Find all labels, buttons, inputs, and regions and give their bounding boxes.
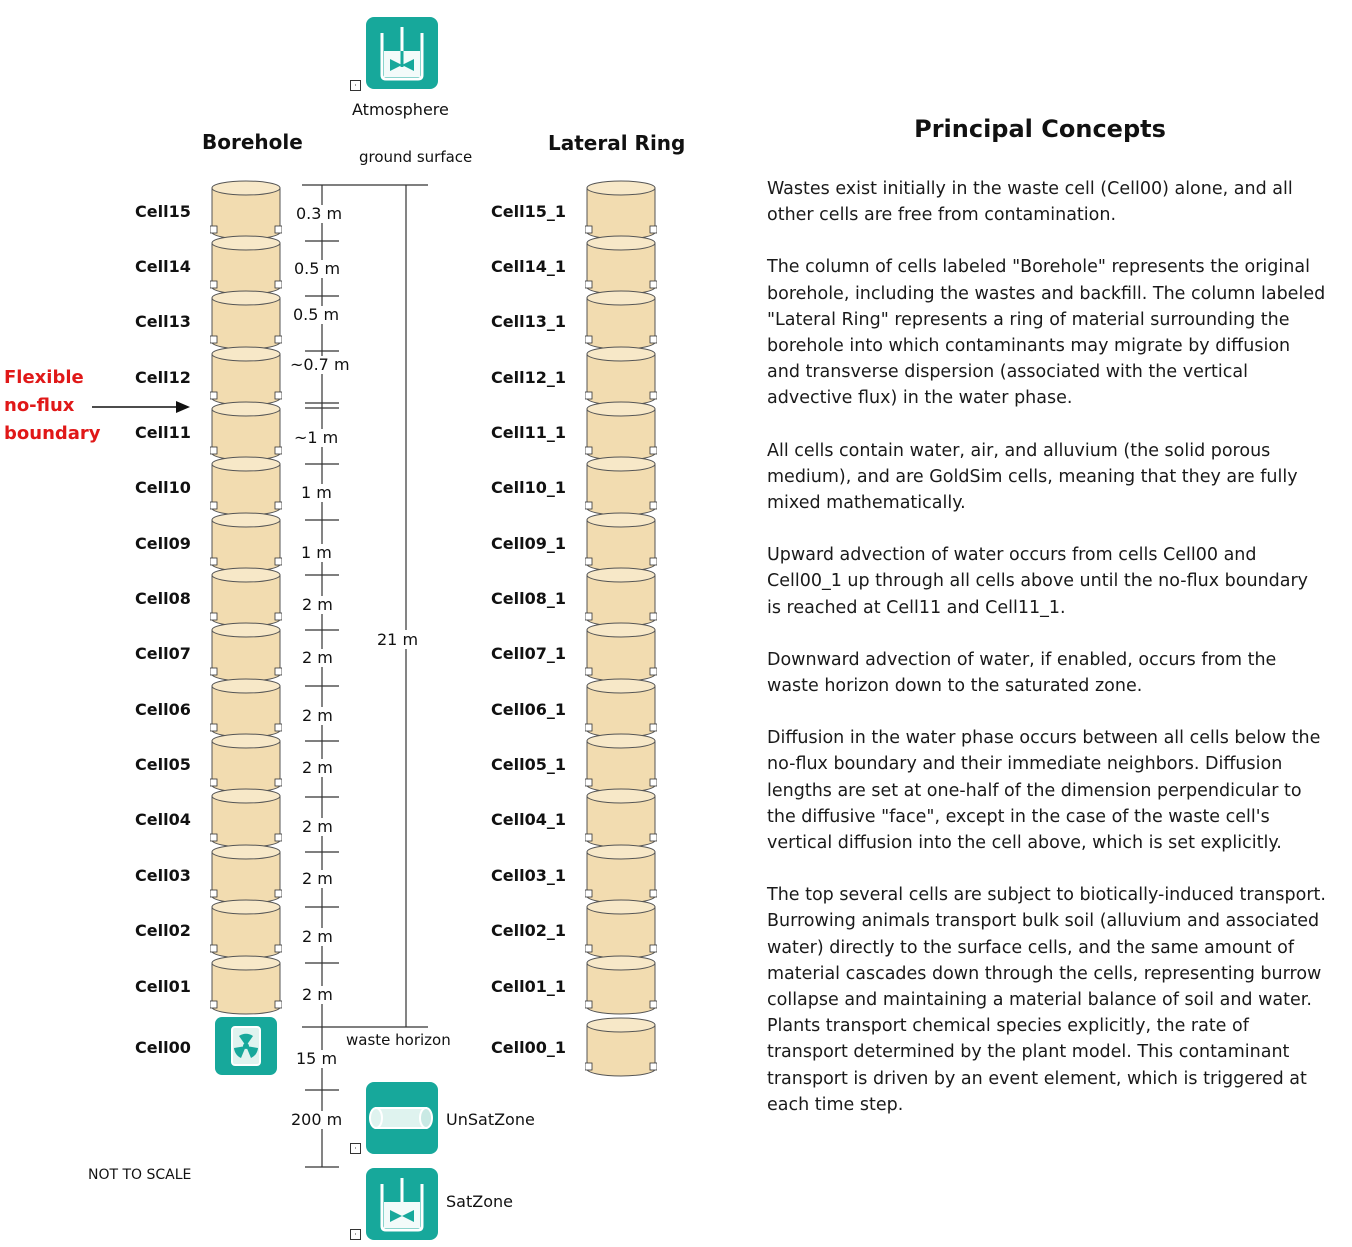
lateral-cell[interactable] (585, 567, 657, 625)
borehole-cell-label: Cell02 (135, 921, 191, 940)
lateral-cell[interactable] (585, 401, 657, 459)
thickness-label: 2 m (302, 706, 333, 725)
borehole-cell[interactable] (210, 456, 282, 514)
borehole-cell-label: Cell15 (135, 202, 191, 221)
thickness-label: 0.5 m (293, 305, 340, 324)
borehole-cell[interactable] (210, 180, 282, 238)
borehole-cell[interactable] (210, 401, 282, 459)
concept-paragraph: All cells contain water, air, and alluvium (the solid porous medium), and are GoldSim cells, meaning that they are fully mixed mathematically. (767, 440, 1298, 514)
flex-note-line1: Flexible (4, 367, 84, 388)
concept-paragraph: Diffusion in the water phase occurs between all cells below the no-flux boundary and their immediate neighbors. Diffusion lengths are set at one-half of the dimension perpendicular to the diffusive "face", except in the case of the waste cell's vertical diffusion into the cell above, which is set explicitly. (767, 728, 1321, 854)
borehole-cell[interactable] (210, 899, 282, 957)
borehole-cell[interactable] (210, 567, 282, 625)
concept-paragraph: The column of cells labeled "Borehole" represents the original borehole, including the wastes and backfill. The column labeled "Lateral Ring" represents a ring of material surrounding the borehole into which contaminants may migrate by diffusion and transverse dispersion (associated with the vertical advective flux) in the water phase. (767, 257, 1326, 409)
borehole-cell[interactable] (210, 290, 282, 348)
lateral-cell[interactable] (585, 899, 657, 957)
mixing-tank-icon (366, 1168, 438, 1240)
ground-surface-label: ground surface (359, 148, 473, 166)
lateral-ring-header: Lateral Ring (548, 131, 686, 155)
flexible-boundary-note (4, 364, 101, 448)
borehole-cell-label: Cell03 (135, 866, 191, 885)
thickness-label: 1 m (301, 543, 332, 562)
borehole-cell-label: Cell07 (135, 644, 191, 663)
borehole-cell-label: Cell01 (135, 977, 191, 996)
borehole-cell-label: Cell05 (135, 755, 191, 774)
lateral-cell-label: Cell11_1 (491, 423, 566, 442)
thickness-label: 1 m (301, 483, 332, 502)
lateral-cell[interactable] (585, 955, 657, 1013)
atmosphere-label: Atmosphere (352, 100, 449, 119)
waste-cell-node[interactable] (215, 1017, 277, 1075)
borehole-cell[interactable] (210, 788, 282, 846)
not-to-scale-label: NOT TO SCALE (88, 1167, 192, 1183)
thickness-label: 2 m (302, 758, 333, 777)
borehole-cell[interactable] (210, 346, 282, 404)
borehole-cell[interactable] (210, 622, 282, 680)
borehole-cell-label: Cell13 (135, 312, 191, 331)
lateral-cell[interactable] (585, 788, 657, 846)
lateral-cell-label: Cell03_1 (491, 866, 566, 885)
borehole-cell-label: Cell09 (135, 534, 191, 553)
borehole-cell-label: Cell06 (135, 700, 191, 719)
concepts-text (767, 176, 1327, 1144)
lateral-cell-label: Cell10_1 (491, 478, 566, 497)
lateral-cell-label: Cell13_1 (491, 312, 566, 331)
lateral-cell[interactable] (585, 290, 657, 348)
lateral-cell-label: Cell01_1 (491, 977, 566, 996)
sat-zone-label: SatZone (446, 1192, 513, 1211)
borehole-cell-label: Cell12 (135, 368, 191, 387)
unsat-expand-box[interactable]: · (350, 1143, 361, 1154)
lateral-cell-label: Cell09_1 (491, 534, 566, 553)
concepts-title: Principal Concepts (914, 115, 1166, 143)
borehole-cell-label: Cell10 (135, 478, 191, 497)
lateral-cell[interactable] (585, 622, 657, 680)
thickness-label: 2 m (302, 985, 333, 1004)
sat-depth-label: 200 m (291, 1110, 343, 1129)
radiation-icon (215, 1017, 277, 1075)
waste-horizon-label: waste horizon (346, 1031, 451, 1049)
thickness-label: 0.5 m (294, 259, 341, 278)
lateral-cell-label: Cell05_1 (491, 755, 566, 774)
concept-paragraph: Downward advection of water, if enabled, occurs from the waste horizon down to the saturated zone. (767, 649, 1277, 697)
lateral-cell[interactable] (585, 678, 657, 736)
borehole-cell-label: Cell00 (135, 1038, 191, 1057)
lateral-cell[interactable] (585, 235, 657, 293)
unsat-depth-label: 15 m (296, 1049, 338, 1068)
flex-note-line3: boundary (4, 423, 101, 444)
borehole-cell[interactable] (210, 733, 282, 791)
lateral-cell-label: Cell08_1 (491, 589, 566, 608)
sat-expand-box[interactable]: · (350, 1229, 361, 1240)
lateral-cell-label: Cell02_1 (491, 921, 566, 940)
borehole-cell-label: Cell08 (135, 589, 191, 608)
lateral-cell-label: Cell12_1 (491, 368, 566, 387)
borehole-cell[interactable] (210, 235, 282, 293)
atmosphere-expand-box[interactable]: · (350, 80, 361, 91)
lateral-cell-label: Cell00_1 (491, 1038, 566, 1057)
lateral-cell[interactable] (585, 733, 657, 791)
borehole-cell-label: Cell14 (135, 257, 191, 276)
thickness-label: 2 m (302, 927, 333, 946)
borehole-header: Borehole (202, 130, 303, 154)
concept-paragraph: Upward advection of water occurs from cells Cell00 and Cell00_1 up through all cells above until the no-flux boundary is reached at Cell11 and Cell11_1. (767, 545, 1309, 618)
lateral-cell-label: Cell15_1 (491, 202, 566, 221)
thickness-label: 2 m (302, 648, 333, 667)
borehole-cell[interactable] (210, 844, 282, 902)
thickness-label: 2 m (302, 869, 333, 888)
borehole-cell[interactable] (210, 512, 282, 570)
borehole-cell-label: Cell11 (135, 423, 191, 442)
total-depth-label: 21 m (377, 630, 419, 649)
lateral-cell[interactable] (585, 512, 657, 570)
flex-note-line2: no-flux (4, 395, 75, 416)
lateral-cell[interactable] (585, 456, 657, 514)
lateral-cell[interactable] (585, 346, 657, 404)
lateral-cell-label: Cell04_1 (491, 810, 566, 829)
thickness-label: ~0.7 m (290, 355, 350, 374)
pipe-icon (366, 1082, 438, 1154)
thickness-label: 2 m (302, 595, 333, 614)
borehole-cell[interactable] (210, 678, 282, 736)
thickness-label: 0.3 m (296, 204, 343, 223)
lateral-cell-label: Cell06_1 (491, 700, 566, 719)
thickness-label: ~1 m (294, 428, 339, 447)
lateral-cell[interactable] (585, 1017, 657, 1075)
lateral-cell-label: Cell07_1 (491, 644, 566, 663)
unsat-zone-label: UnSatZone (446, 1110, 535, 1129)
borehole-cell[interactable] (210, 955, 282, 1013)
lateral-cell[interactable] (585, 844, 657, 902)
lateral-cell[interactable] (585, 180, 657, 238)
thickness-label: 2 m (302, 817, 333, 836)
lateral-cell-label: Cell14_1 (491, 257, 566, 276)
concept-paragraph: Wastes exist initially in the waste cell (Cell00) alone, and all other cells are free from contamination. (767, 179, 1293, 226)
borehole-cell-label: Cell04 (135, 810, 191, 829)
sat-zone-node[interactable] (366, 1168, 438, 1240)
concept-paragraph: The top several cells are subject to biotically-induced transport. Burrowing animals transport bulk soil (alluvium and associated water) directly to the surface cells, and the same amount of material cascades down through the cells, representing burrow collapse and maintaining a material balance of soil and water. Plants transport chemical species explicitly, the rate of transport determined by the plant model. This contaminant transport is driven by an event element, which is triggered at each time step. (767, 885, 1326, 1115)
unsat-zone-node[interactable] (366, 1082, 438, 1154)
